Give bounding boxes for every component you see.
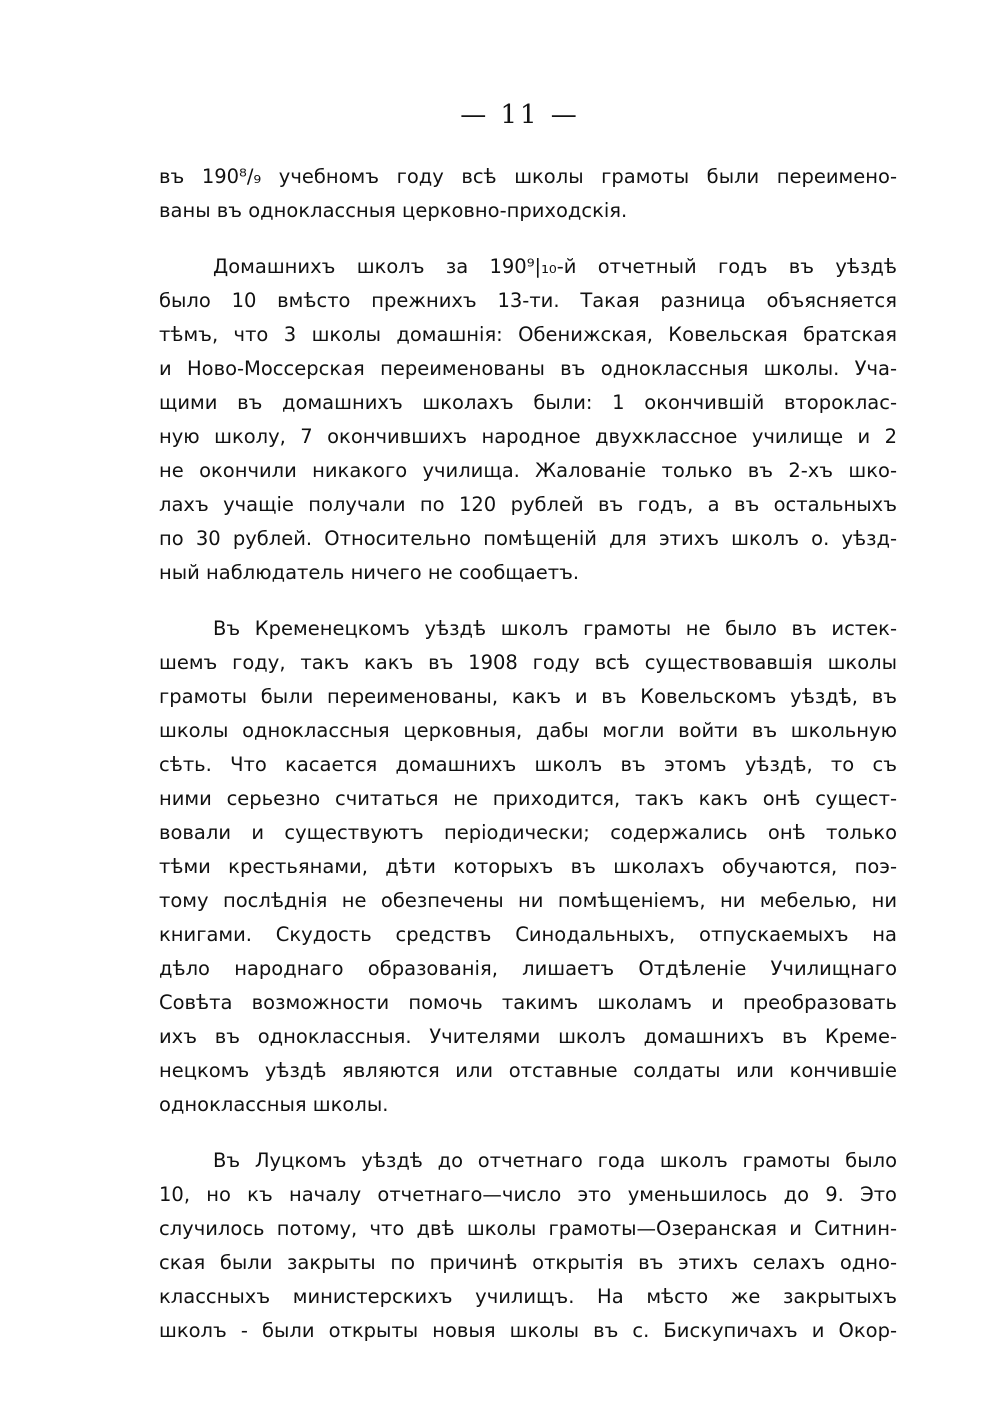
text-line: ними серьезно считаться не приходится, такъ какъ онѣ сущест- — [159, 787, 897, 810]
text-line: книгами. Скудость средствъ Синодальныхъ, отпускаемыхъ на — [159, 923, 897, 946]
text-line: ихъ въ одноклассныя. Учителями школъ домашнихъ въ Креме- — [159, 1025, 897, 1048]
text-line: тѣмъ, что 3 школы домашнія: Обенижская, Ковельская братская — [159, 323, 897, 346]
text-line: въ 190⁸/₉ учебномъ году всѣ школы грамоты были переимено- — [159, 165, 897, 188]
body-text — [159, 160, 897, 1348]
text-line: Домашнихъ школъ за 190⁹|₁₀-й отчетный годъ въ уѣздѣ — [213, 255, 897, 278]
text-line: тому послѣднія не обезпечены ни помѣщеніемъ, ни мебелью, ни — [159, 889, 897, 912]
text-line: Въ Луцкомъ уѣздѣ до отчетнаго года школъ грамоты было — [213, 1149, 897, 1172]
paragraph-gap — [159, 590, 897, 612]
text-line: лахъ учащіе получали по 120 рублей въ годъ, а въ остальныхъ — [159, 493, 897, 516]
text-line: классныхъ министерскихъ училищъ. На мѣсто же закрытыхъ — [159, 1285, 897, 1308]
text-line: нецкомъ уѣздѣ являются или отставные солдаты или кончившіе — [159, 1059, 897, 1082]
paragraph — [159, 250, 897, 590]
paragraph — [159, 160, 897, 228]
paragraph-gap — [159, 1122, 897, 1144]
text-line: Совѣта возможности помочь такимъ школамъ и преобразовать — [159, 991, 897, 1014]
text-line: по 30 рублей. Относительно помѣщеній для этихъ школъ о. уѣзд- — [159, 527, 897, 550]
text-line: щими въ домашнихъ школахъ были: 1 окончившій второклас- — [159, 391, 897, 414]
text-line: дѣло народнаго образованія, лишаетъ Отдѣленіе Училищнаго — [159, 957, 897, 980]
text-line: тѣми крестьянами, дѣти которыхъ въ школахъ обучаются, поэ- — [159, 855, 897, 878]
text-line: сѣть. Что касается домашнихъ школъ въ этомъ уѣздѣ, то съ — [159, 753, 897, 776]
text-line: школы одноклассныя церковныя, дабы могли войти въ школьную — [159, 719, 897, 742]
text-line: случилось потому, что двѣ школы грамоты—Озеранская и Ситнин- — [159, 1217, 897, 1240]
text-line: ную школу, 7 окончившихъ народное двухклассное училище и 2 — [159, 425, 897, 448]
paragraph-gap — [159, 228, 897, 250]
text-line: не окончили никакого училища. Жалованіе только въ 2-хъ шко- — [159, 459, 897, 482]
text-line: ный наблюдатель ничего не сообщаетъ. — [159, 561, 580, 584]
text-line: школъ - были открыты новыя школы въ с. Бискупичахъ и Окор- — [159, 1319, 897, 1342]
text-line: ская были закрыты по причинѣ открытія въ этихъ селахъ одно- — [159, 1251, 897, 1274]
text-line: было 10 вмѣсто прежнихъ 13-ти. Такая разница объясняется — [159, 289, 897, 312]
text-line: 10, но къ началу отчетнаго—число это уменьшилось до 9. Это — [159, 1183, 897, 1206]
text-line: вовали и существуютъ періодически; содержались онѣ только — [159, 821, 897, 844]
text-line: одноклассныя школы. — [159, 1093, 389, 1116]
text-line: грамоты были переименованы, какъ и въ Ковельскомъ уѣздѣ, въ — [159, 685, 897, 708]
text-line: и Ново-Моссерская переименованы въ одноклассныя школы. Уча- — [159, 357, 897, 380]
text-line: шемъ году, такъ какъ въ 1908 году всѣ существовавшія школы — [159, 651, 897, 674]
page-number: — 11 — — [460, 100, 580, 130]
text-line: ваны въ одноклассныя церковно-приходскія. — [159, 199, 628, 222]
text-line: Въ Кременецкомъ уѣздѣ школъ грамоты не было въ истек- — [213, 617, 897, 640]
paragraph — [159, 1144, 897, 1348]
paragraph — [159, 612, 897, 1122]
